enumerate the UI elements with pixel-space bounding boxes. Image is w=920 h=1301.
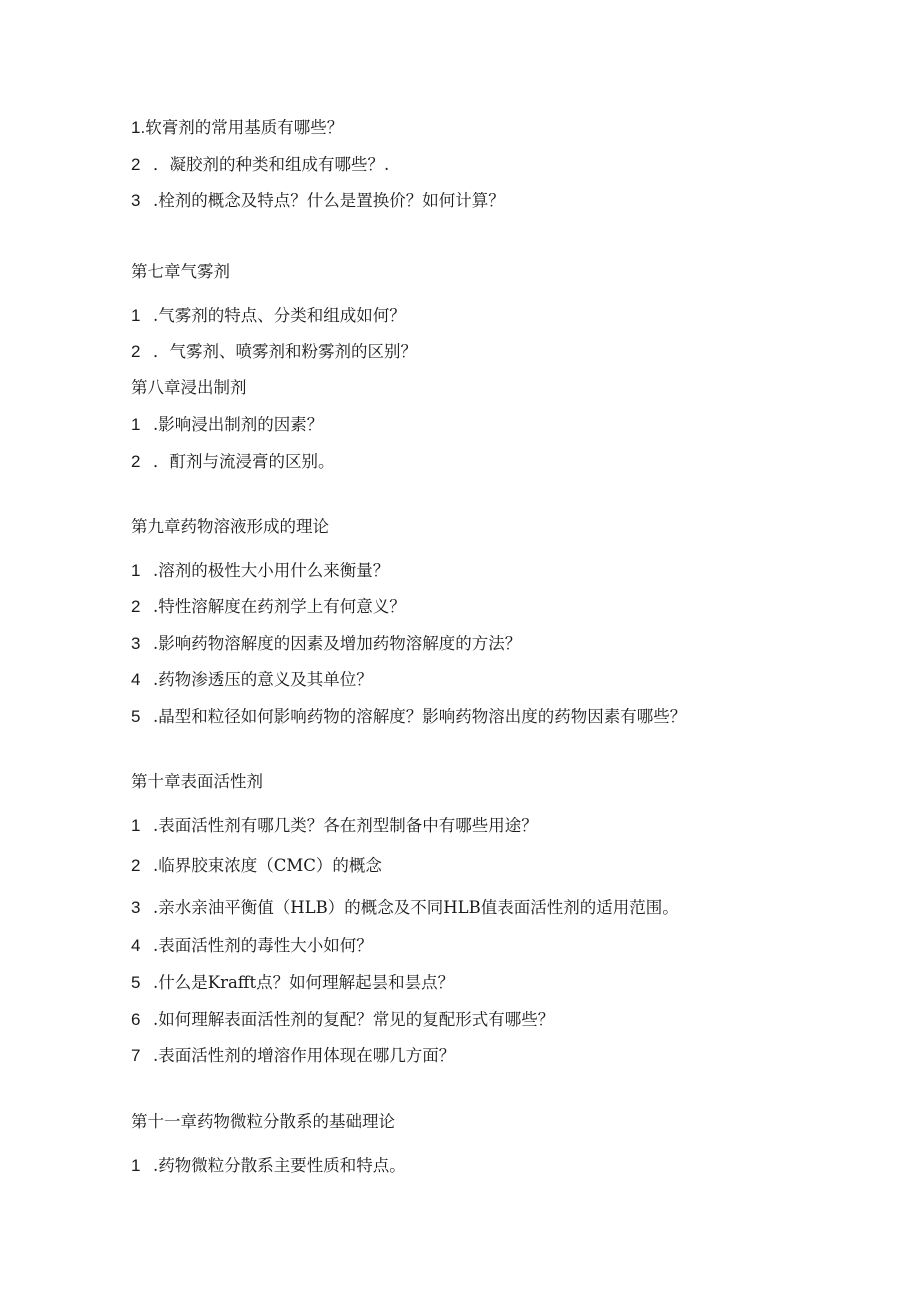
- item-text: ．酊剂与流浸膏的区别。: [153, 452, 335, 471]
- list-item: [131, 560, 389, 582]
- item-number: 4: [131, 670, 141, 689]
- item-number: 2: [131, 856, 141, 875]
- list-item: [131, 897, 679, 919]
- chapter-heading: 第十章表面活性剂: [131, 772, 263, 791]
- item-number: 7: [131, 1046, 141, 1065]
- chapter-heading: 第九章药物溶液形成的理论: [131, 517, 329, 536]
- chapter-heading: 第十一章药物微粒分散系的基础理论: [131, 1112, 395, 1131]
- item-text: ．凝胶剂的种类和组成有哪些？.: [153, 155, 390, 174]
- item-number: 3: [131, 191, 141, 210]
- item-text: .特性溶解度在药剂学上有何意义？: [153, 597, 406, 616]
- list-item: [131, 855, 382, 877]
- list-item: [131, 305, 406, 327]
- item-text: .药物渗透压的意义及其单位？: [153, 670, 373, 689]
- item-text: .亲水亲油平衡值（HLB）的概念及不同HLB值表面活性剂的适用范围。: [153, 898, 679, 917]
- list-item: [131, 190, 505, 212]
- list-item: [131, 935, 373, 957]
- item-number: 1: [131, 306, 141, 325]
- item-number: 1: [131, 415, 141, 434]
- list-item: [131, 414, 323, 436]
- item-text: .表面活性剂有哪几类？各在剂型制备中有哪些用途？: [153, 816, 538, 835]
- item-text: .晶型和粒径如何影响药物的溶解度？影响药物溶出度的药物因素有哪些？: [153, 707, 687, 726]
- item-text: .影响药物溶解度的因素及增加药物溶解度的方法？: [153, 634, 522, 653]
- item-number: 3: [131, 898, 141, 917]
- item-text: ．气雾剂、喷雾剂和粉雾剂的区别？: [153, 342, 417, 361]
- item-number: 5: [131, 973, 141, 992]
- item-number: 1.: [131, 118, 146, 137]
- list-item: [131, 1155, 406, 1177]
- list-item: [131, 669, 373, 691]
- item-text: .溶剂的极性大小用什么来衡量？: [153, 561, 390, 580]
- item-number: 1: [131, 816, 141, 835]
- list-item: [131, 154, 389, 176]
- chapter-heading: 第七章气雾剂: [131, 262, 230, 281]
- item-text: .表面活性剂的毒性大小如何？: [153, 936, 373, 955]
- item-text: .药物微粒分散系主要性质和特点。: [153, 1156, 406, 1175]
- list-item: [131, 117, 343, 139]
- item-text: .影响浸出制剂的因素？: [153, 415, 324, 434]
- item-text: .如何理解表面活性剂的复配？常见的复配形式有哪些？: [153, 1010, 555, 1029]
- item-text: .临界胶束浓度（CMC）的概念: [153, 856, 382, 875]
- item-number: 3: [131, 634, 141, 653]
- item-number: 1: [131, 1156, 141, 1175]
- item-text: .什么是Krafft点？如何理解起昙和昙点？: [153, 973, 455, 992]
- item-number: 4: [131, 936, 141, 955]
- item-text: .表面活性剂的增溶作用体现在哪几方面？: [153, 1046, 456, 1065]
- list-item: [131, 596, 406, 618]
- list-item: [131, 451, 335, 473]
- item-text: .气雾剂的特点、分类和组成如何？: [153, 306, 406, 325]
- list-item: [131, 972, 454, 994]
- list-item: [131, 1009, 554, 1031]
- item-number: 2: [131, 597, 141, 616]
- item-number: 6: [131, 1010, 141, 1029]
- item-number: 2: [131, 342, 141, 361]
- item-text: 软膏剂的常用基质有哪些？: [145, 118, 344, 137]
- list-item: [131, 633, 521, 655]
- chapter-heading: 第八章浸出制剂: [131, 378, 247, 397]
- item-text: .栓剂的概念及特点？什么是置换价？如何计算？: [153, 191, 505, 210]
- list-item: [131, 706, 686, 728]
- item-number: 5: [131, 707, 141, 726]
- list-item: [131, 341, 417, 363]
- list-item: [131, 815, 538, 837]
- item-number: 2: [131, 452, 141, 471]
- item-number: 2: [131, 155, 141, 174]
- item-number: 1: [131, 561, 141, 580]
- list-item: [131, 1045, 455, 1067]
